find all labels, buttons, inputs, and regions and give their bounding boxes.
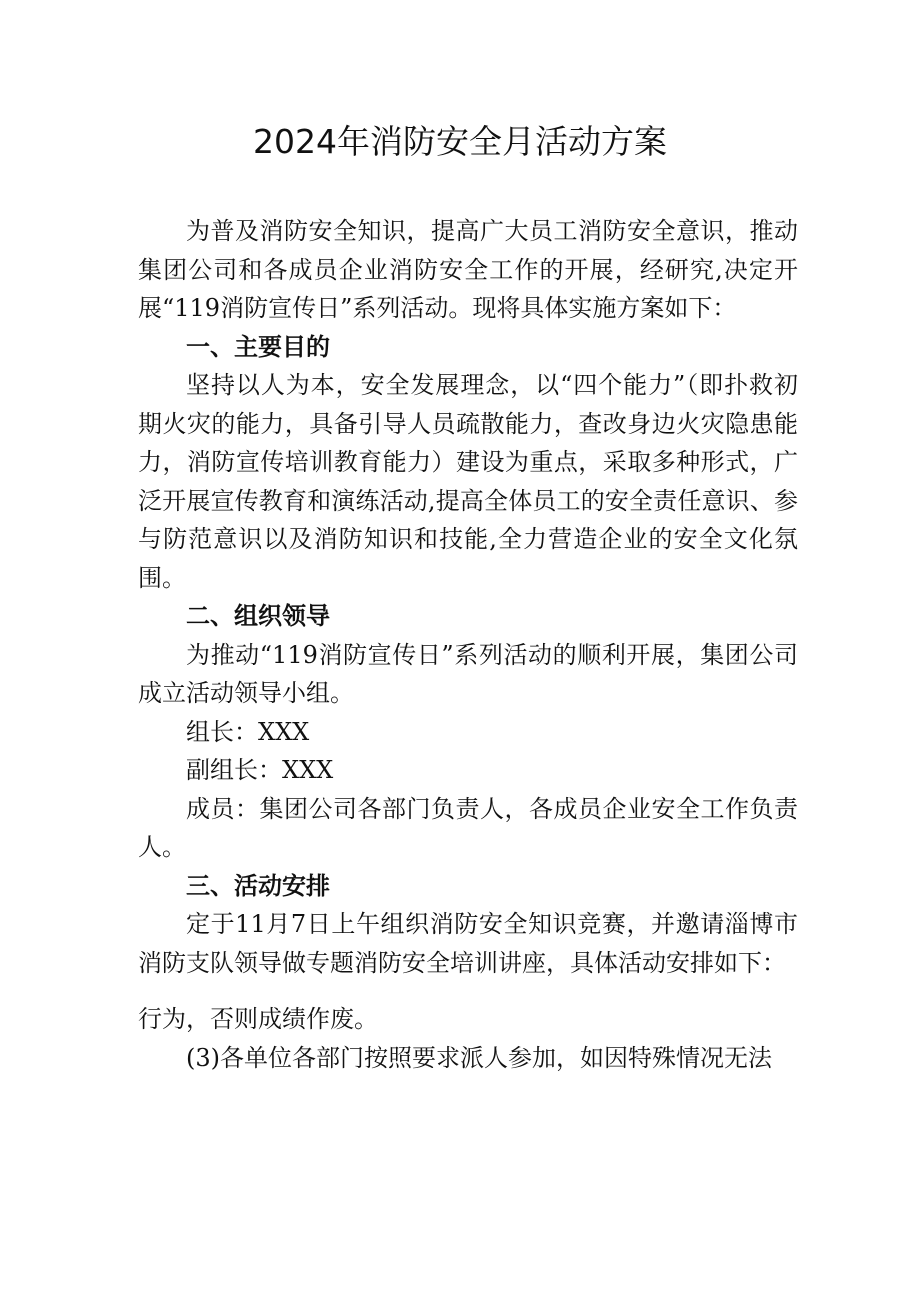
- members-paragraph: 成员：集团公司各部门负责人，各成员企业安全工作负责人。: [138, 794, 798, 861]
- organization-paragraph: 为推动“119消防宣传日”系列活动的顺利开展，集团公司成立活动领导小组。: [138, 640, 798, 707]
- section-heading-arrangement: 三、活动安排: [186, 871, 330, 900]
- intro-paragraph: 为普及消防安全知识，提高广大员工消防安全意识，推动集团公司和各成员企业消防安全工作的开展，经研究,决定开展“119消防宣传日”系列活动。现将具体实施方案如下：: [138, 217, 798, 322]
- section-heading-purpose: 一、主要目的: [186, 332, 330, 361]
- deputy-leader-line: 副组长：XXX: [186, 756, 334, 784]
- document-title: 2024年消防安全月活动方案: [253, 122, 667, 161]
- list-item-3: (3)各单位各部门按照要求派人参加，如因特殊情况无法: [186, 1043, 772, 1072]
- section-heading-organization: 二、组织领导: [186, 602, 330, 630]
- document-body: [138, 212, 798, 1077]
- section-gap: [138, 982, 798, 1000]
- purpose-paragraph: 坚持以人为本，安全发展理念，以“四个能力”（即扑救初期火灾的能力，具备引导人员疏散能力，查改身边火灾隐患能力，消防宣传培训教育能力）建设为重点，采取多种形式，广泛开展宣传教育和演练活动,提高全体员工的安全责任意识、参与防范意识以及消防知识和技能,全力营造企业的安全文化氛围。: [138, 371, 798, 592]
- leader-line: 组长：XXX: [186, 717, 310, 746]
- fragment-line: 行为，否则成绩作废。: [138, 1005, 378, 1033]
- arrangement-paragraph: 定于11月7日上午组织消防安全知识竞赛，并邀请淄博市消防支队领导做专题消防安全培训讲座，具体活动安排如下：: [138, 910, 798, 977]
